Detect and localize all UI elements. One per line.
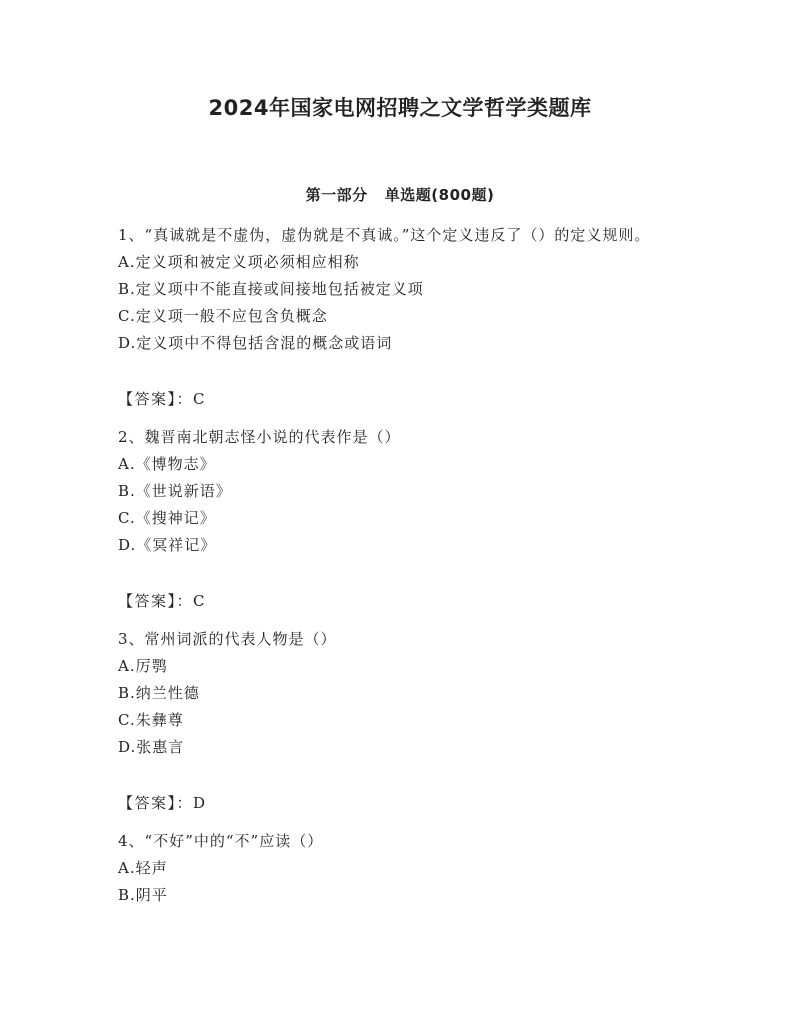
question-2	[118, 424, 688, 615]
option-d: D.定义项中不得包括含混的概念或语词	[118, 334, 393, 352]
option-b: B.《世说新语》	[118, 482, 232, 500]
option-c: C.朱彝尊	[118, 711, 184, 729]
answer-line: 【答案】：C	[118, 390, 206, 408]
question-stem: 1、“真诚就是不虚伪，虚伪就是不真诚。”这个定义违反了（）的定义规则。	[118, 226, 651, 244]
option-b: B.定义项中不能直接或间接地包括被定义项	[118, 280, 424, 298]
option-d: D.张惠言	[118, 738, 185, 756]
question-4	[118, 828, 688, 909]
option-c: C.定义项一般不应包含负概念	[118, 307, 328, 325]
option-b: B.阴平	[118, 886, 168, 904]
section-title: 第一部分 单选题(800题)	[305, 186, 495, 204]
option-d: D.《冥祥记》	[118, 536, 217, 554]
option-a: A.轻声	[118, 859, 168, 877]
answer-line: 【答案】：D	[118, 794, 207, 812]
option-b: B.纳兰性德	[118, 684, 200, 702]
option-a: A.厉鹗	[118, 657, 168, 675]
question-stem: 3、常州词派的代表人物是（）	[118, 630, 337, 648]
question-list	[118, 222, 688, 909]
question-stem: 4、“不好”中的“不”应读（）	[118, 832, 324, 850]
document-title: 2024年国家电网招聘之文学哲学类题库	[208, 96, 592, 120]
question-3	[118, 626, 688, 817]
option-a: A.《博物志》	[118, 455, 216, 473]
option-a: A.定义项和被定义项必须相应相称	[118, 253, 360, 271]
answer-line: 【答案】：C	[118, 592, 206, 610]
question-1	[118, 222, 688, 413]
question-stem: 2、魏晋南北朝志怪小说的代表作是（）	[118, 428, 401, 446]
option-c: C.《搜神记》	[118, 509, 216, 527]
